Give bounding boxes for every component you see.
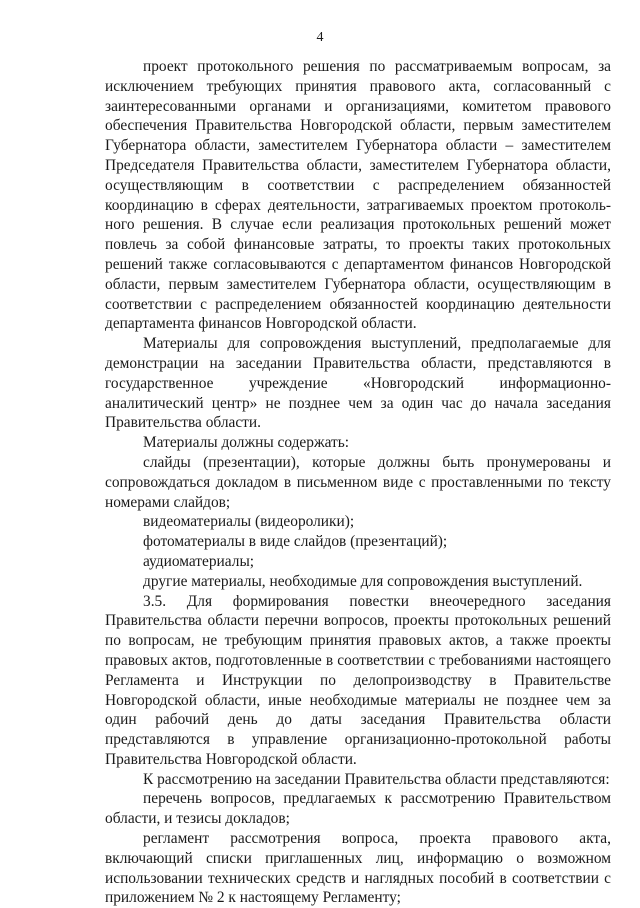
list-item-other-materials: другие материалы, необходимые для сопровождения выступлений. (143, 572, 583, 590)
list-item-slides: слайды (презентации), которые должны быть пронумерованы и сопровождаться докладом в письменном виде с проставленными по тексту номерами слайдов; (105, 453, 611, 511)
list-item-review-procedure: регламент рассмотрения вопроса, проекта правового акта, включающий списки приглашенных лиц, информацию о возможном использовании технических средств и наглядных пособий в соответствии с приложением № 2 к настоящему Регламенту; (105, 830, 611, 907)
paragraph-submitted-for-review: К рассмотрению на заседании Правительства области представляются: (143, 770, 610, 788)
list-item-video: видеоматериалы (видеоролики); (143, 513, 355, 531)
paragraph-section-3-5: 3.5. Для формирования повестки внеочередного заседания Правительства области перечни вопросов, проекты протокольных решений по вопросам, не требующим принятия правовых актов, а также проекты правовых актов, подготовленные в соответствии с требованиями настоящего Регламента и Инструкции по делопроизводству в Правительстве Новгородской области, иные необходимые материалы не позднее чем за один рабочий день до даты заседания Правительства области представляются в управление организационно-протокольной работы Правительства Новгородской области. (105, 592, 611, 768)
page-number: 4 (316, 30, 324, 45)
body-text (105, 57, 611, 908)
list-item-agenda-and-theses: перечень вопросов, предлагаемых к рассмотрению Правительством области, и тезисы докладов; (105, 790, 611, 828)
list-item-photo: фотоматериалы в виде слайдов (презентаций); (143, 533, 448, 551)
paragraph-draft-decision: проект протокольного решения по рассматриваемым вопросам, за исключением требующих принятия правового акта, согласованный с заинтересованными органами и организациями, комитетом правового обеспечения Правительства Новгородской области, первым заместителем Губернатора области, заместителем Губернатора области – заместителем Председателя Правительства области, заместителем Губернатора области, осуществляющим в соответствии с распределением обязанностей координацию в сферах деятельности, затрагиваемых проектом протокольного решения. В случае если реализация протокольных решений может повлечь за собой финансовые затраты, то проекты таких протокольных решений также согласовываются с департаментом финансов Новгородской области, первым заместителем Губернатора области, осуществляющим в соответствии с распределением обязанностей координацию деятельности департамента финансов Новгородской области. (105, 58, 611, 333)
paragraph-presentation-materials: Материалы для сопровождения выступлений, предполагаемые для демонстрации на заседании Правительства области, представляются в государственное учреждение «Новгородский информационно-аналитический центр» не позднее чем за один час до начала заседания Правительства области. (105, 335, 611, 432)
list-item-audio: аудиоматериалы; (143, 552, 255, 570)
paragraph-materials-contents-intro: Материалы должны содержать: (143, 434, 350, 452)
